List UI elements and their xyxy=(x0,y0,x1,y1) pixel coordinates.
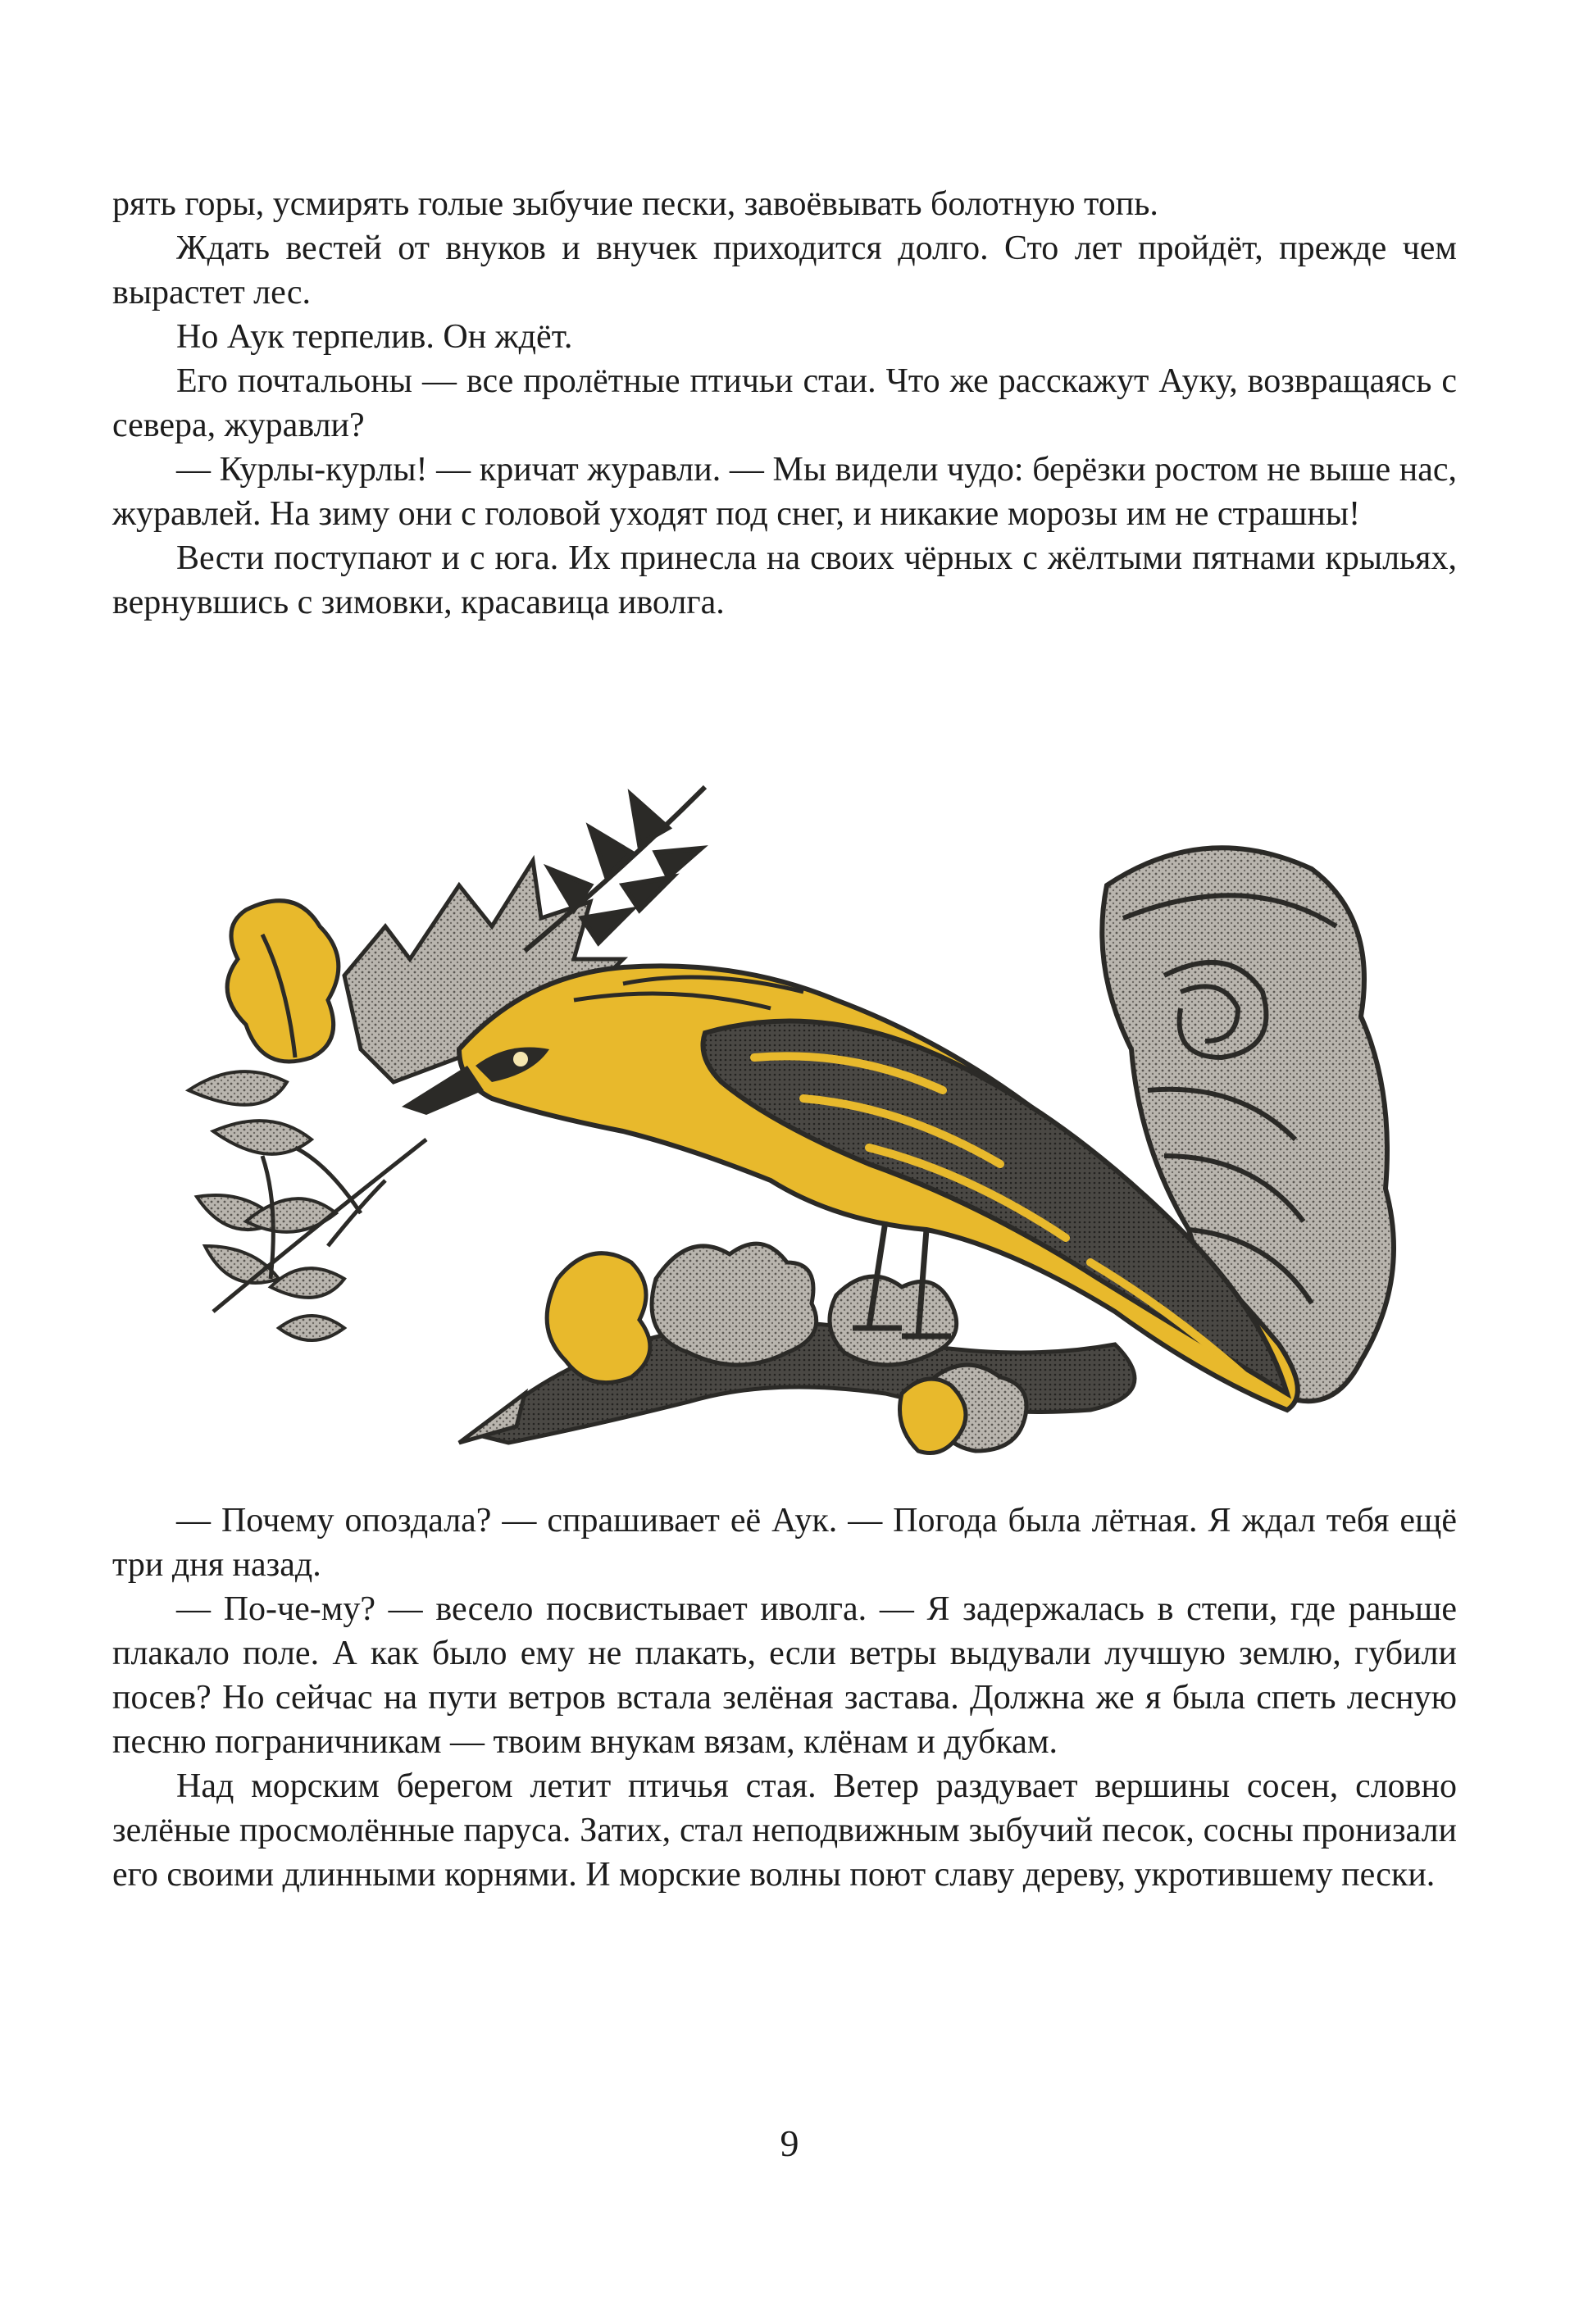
paragraph: — Курлы-курлы! — кричат журавли. — Мы видели чудо: берёзки ростом не выше нас, журавлей. На зиму они с головой уходят под снег, и никакие морозы им не страшны! xyxy=(112,451,1457,533)
text-bottom xyxy=(112,1499,1457,1897)
paragraph: Над морским берегом летит птичья стая. Ветер раздувает вершины сосен, словно зелёные просмолённые паруса. Затих, стал неподвижным зыбучий песок, сосны пронизали его своими длинными корнями. И морские волны поют славу дереву, укротившему пески. xyxy=(112,1767,1457,1894)
paragraph: Его почтальоны — все пролётные птичьи стаи. Что же расскажут Ауку, возвращаясь с севера, журавли? xyxy=(112,362,1457,444)
fern-frond xyxy=(525,787,705,951)
oak-leaves-bottom xyxy=(652,1244,1026,1451)
paragraph: — Почему опоздала? — спрашивает её Аук. — Погода была лётная. Я ждал тебя ещё три дня назад. xyxy=(112,1502,1457,1584)
paragraph: Ждать вестей от внуков и внучек приходится долго. Сто лет пройдёт, прежде чем вырастет лес. xyxy=(112,230,1457,312)
paragraph: — По-че-му? — весело посвистывает иволга. — Я задержалась в степи, где раньше плакало поле. А как было ему не плакать, если ветры выдували лучшую землю, губили посев? Но сейчас на пути ветров встала зелёная застава. Должна же я была спеть лесную песню пограничникам — твоим внукам вязам, клёнам и дубкам. xyxy=(112,1590,1457,1761)
yellow-leaf-left xyxy=(227,901,339,1062)
paragraph: Но Аук терпелив. Он ждёт. xyxy=(176,318,573,356)
paragraph: Вести поступают и с юга. Их принесла на своих чёрных с жёлтыми пятнами крыльях, вернувшись с зимовки, красавица иволга. xyxy=(112,539,1457,621)
page-number: 9 xyxy=(780,2122,799,2164)
leaves-left xyxy=(189,1071,344,1340)
eye xyxy=(513,1052,528,1066)
paragraph: рять горы, усмирять голые зыбучие пески, завоёвывать болотную топь. xyxy=(112,185,1158,223)
